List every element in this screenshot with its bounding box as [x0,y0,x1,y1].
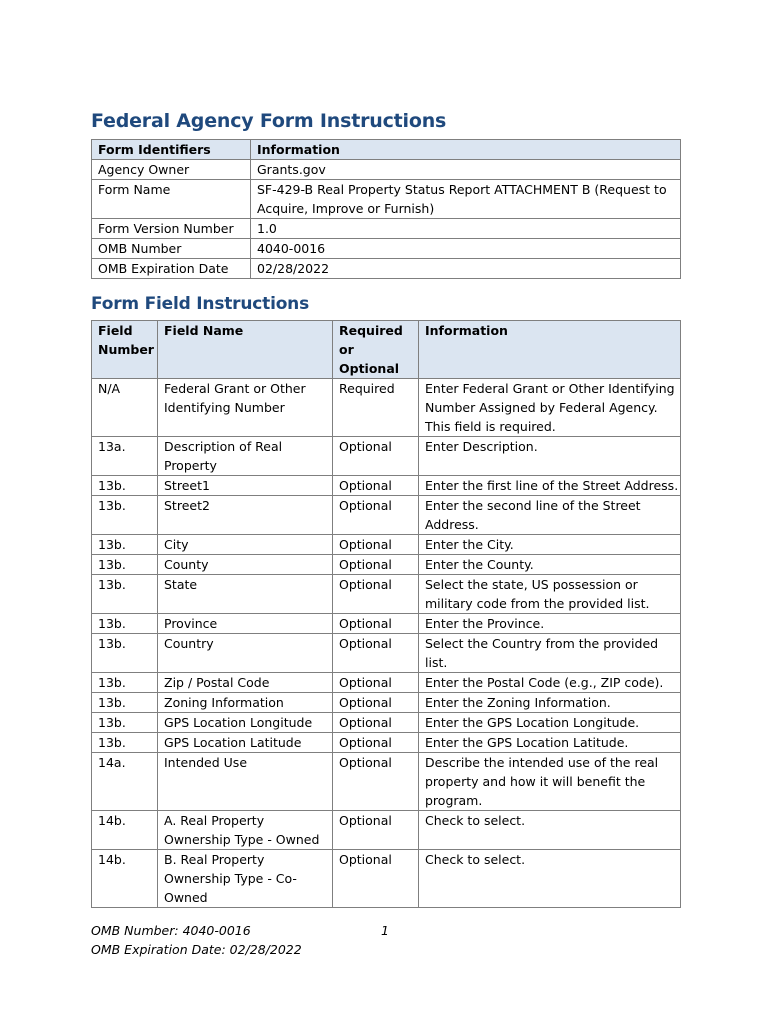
identifier-value-cell: Grants.gov [251,160,681,180]
field-information-cell: Enter the Postal Code (e.g., ZIP code). [419,673,681,693]
table-row [92,379,681,437]
table-row [92,259,681,279]
required-optional-cell: Optional [333,733,419,753]
required-optional-cell: Optional [333,693,419,713]
field-information-cell: Enter the County. [419,555,681,575]
form-identifiers-table [91,139,681,279]
page-title: Federal Agency Form Instructions [91,110,447,132]
field-number-cell: 13b. [92,733,158,753]
table-row [92,575,681,614]
field-number-cell: N/A [92,379,158,437]
required-optional-cell: Optional [333,614,419,634]
identifier-label-cell: Agency Owner [92,160,251,180]
footer-omb-number: OMB Number: 4040-0016 [91,923,251,938]
field-name-cell: GPS Location Latitude [158,733,333,753]
required-optional-cell: Optional [333,535,419,555]
column-header: Field Name [158,321,333,379]
field-name-cell: Country [158,634,333,673]
field-information-cell: Enter the GPS Location Latitude. [419,733,681,753]
column-header: Field Number [92,321,158,379]
field-number-cell: 14b. [92,811,158,850]
field-number-cell: 13b. [92,535,158,555]
field-number-cell: 13b. [92,614,158,634]
identifier-value-cell: 1.0 [251,219,681,239]
identifier-label-cell: OMB Number [92,239,251,259]
required-optional-cell: Required [333,379,419,437]
identifier-label-cell: OMB Expiration Date [92,259,251,279]
table-row [92,535,681,555]
required-optional-cell: Optional [333,753,419,811]
field-number-cell: 13b. [92,693,158,713]
table-row [92,811,681,850]
field-information-cell: Check to select. [419,811,681,850]
field-name-cell: A. Real Property Ownership Type - Owned [158,811,333,850]
table-row [92,614,681,634]
table-row [92,160,681,180]
field-name-cell: Federal Grant or Other Identifying Number [158,379,333,437]
field-number-cell: 13b. [92,713,158,733]
required-optional-cell: Optional [333,555,419,575]
field-name-cell: Zoning Information [158,693,333,713]
table-row [92,555,681,575]
field-number-cell: 13b. [92,673,158,693]
table-header-row [92,140,681,160]
field-number-cell: 13b. [92,634,158,673]
table-row [92,753,681,811]
identifier-label-cell: Form Name [92,180,251,219]
column-header: Information [251,140,681,160]
table-row [92,496,681,535]
field-name-cell: Zip / Postal Code [158,673,333,693]
field-information-cell: Enter the Province. [419,614,681,634]
field-information-cell: Enter the Zoning Information. [419,693,681,713]
field-number-cell: 13b. [92,555,158,575]
footer-omb-info [91,921,302,959]
table-row [92,180,681,219]
required-optional-cell: Optional [333,496,419,535]
field-number-cell: 13b. [92,496,158,535]
field-name-cell: Street1 [158,476,333,496]
required-optional-cell: Optional [333,850,419,908]
field-information-cell: Describe the intended use of the real property and how it will benefit the program. [419,753,681,811]
table-row [92,733,681,753]
field-name-cell: Intended Use [158,753,333,811]
field-number-cell: 14b. [92,850,158,908]
field-number-cell: 13b. [92,575,158,614]
field-number-cell: 13b. [92,476,158,496]
table-row [92,713,681,733]
field-information-cell: Check to select. [419,850,681,908]
required-optional-cell: Optional [333,575,419,614]
field-name-cell: Street2 [158,496,333,535]
field-number-cell: 13a. [92,437,158,476]
field-information-cell: Enter the City. [419,535,681,555]
field-information-cell: Enter the first line of the Street Address. [419,476,681,496]
identifier-value-cell: 4040-0016 [251,239,681,259]
table-row [92,673,681,693]
field-information-cell: Enter the GPS Location Longitude. [419,713,681,733]
table-row [92,693,681,713]
footer-omb-expiration: OMB Expiration Date: 02/28/2022 [91,942,302,957]
required-optional-cell: Optional [333,811,419,850]
identifier-value-cell: 02/28/2022 [251,259,681,279]
table-row [92,239,681,259]
required-optional-cell: Optional [333,713,419,733]
field-name-cell: B. Real Property Ownership Type - Co-Owned [158,850,333,908]
field-name-cell: Description of Real Property [158,437,333,476]
identifier-value-cell: SF-429-B Real Property Status Report ATTACHMENT B (Request to Acquire, Improve or Furnish) [251,180,681,219]
table-row [92,437,681,476]
field-information-cell: Enter Description. [419,437,681,476]
identifier-label-cell: Form Version Number [92,219,251,239]
required-optional-cell: Optional [333,476,419,496]
field-information-cell: Select the state, US possession or military code from the provided list. [419,575,681,614]
table-row [92,634,681,673]
column-header: Information [419,321,681,379]
field-information-cell: Select the Country from the provided list. [419,634,681,673]
field-name-cell: Province [158,614,333,634]
required-optional-cell: Optional [333,634,419,673]
table-header-row [92,321,681,379]
column-header: Form Identifiers [92,140,251,160]
field-name-cell: City [158,535,333,555]
section-title: Form Field Instructions [91,294,309,314]
field-information-cell: Enter Federal Grant or Other Identifying Number Assigned by Federal Agency. This field is required. [419,379,681,437]
table-row [92,219,681,239]
field-number-cell: 14a. [92,753,158,811]
table-row [92,476,681,496]
field-name-cell: GPS Location Longitude [158,713,333,733]
required-optional-cell: Optional [333,437,419,476]
field-information-cell: Enter the second line of the Street Address. [419,496,681,535]
form-field-instructions-table [91,320,681,908]
field-name-cell: State [158,575,333,614]
page-number: 1 [381,923,389,938]
column-header: Required or Optional [333,321,419,379]
field-name-cell: County [158,555,333,575]
required-optional-cell: Optional [333,673,419,693]
table-row [92,850,681,908]
